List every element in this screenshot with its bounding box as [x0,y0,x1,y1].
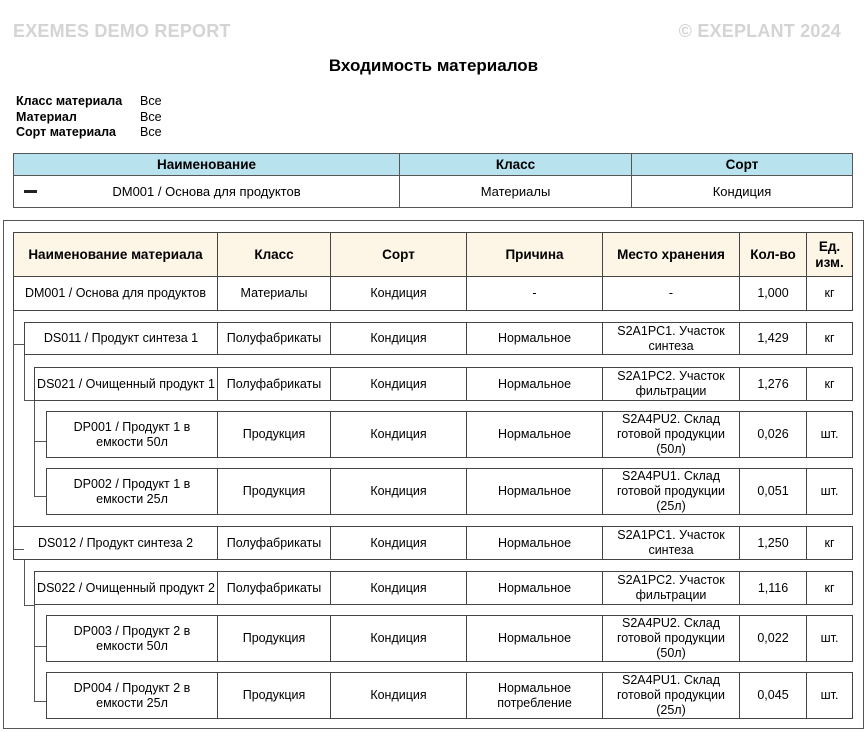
cell-unit: кг [824,580,835,595]
cell-reason: Нормальное [497,535,572,550]
tree-line [24,400,34,401]
table-row[interactable] [34,571,853,605]
param-value: Все [140,94,162,108]
cell-grade: Кондиция [370,331,427,346]
cell-unit: кг [824,535,835,550]
cell-location: S2A4PU2. Склад готовой продукции (50л) [617,616,725,660]
cell-unit: кг [824,376,835,391]
header-grade: Сорт [382,246,415,262]
param-label: Сорт материала [16,125,116,139]
cell-name: DS011 / Продукт синтеза 1 [43,331,199,346]
cell-reason: Нормальное [497,631,572,646]
param-label: Класс материала [16,94,123,108]
cell-grade: Кондиция [370,580,427,595]
tree-line [34,646,46,647]
cell-qty: 1,000 [757,286,789,301]
cell-grade: Кондиция [370,484,427,499]
header-class: Класс [254,246,294,262]
cell-reason: Нормальное [497,484,572,499]
cell-qty: 0,045 [757,688,789,703]
tree-line [34,605,35,702]
selection-grade: Кондиция [712,184,772,199]
cell-class: Полуфабрикаты [226,331,322,346]
cell-grade: Кондиция [370,688,427,703]
header-name: Наименование материала [28,246,203,262]
tree-line [13,310,14,550]
cell-location: S2A4PU2. Склад готовой продукции (50л) [617,412,725,456]
cell-reason: Нормальное [497,580,572,595]
cell-unit: шт. [820,688,839,703]
cell-reason: Нормальное [497,331,572,346]
cell-class: Продукция [242,631,306,646]
cell-name: DS012 / Продукт синтеза 2 [37,535,194,550]
cell-grade: Кондиция [370,376,427,391]
cell-name: DP004 / Продукт 2 в емкости 25л [73,680,191,710]
copyright: © EXEPLANT 2024 [678,21,841,41]
cell-reason: - [532,286,537,301]
cell-name: DS022 / Очищенный продукт 2 [37,580,215,595]
tree-line [13,344,24,345]
tree-line [24,355,25,401]
cell-qty: 0,026 [757,427,789,442]
selection-header-name: Наименование [156,157,257,172]
cell-location: - [668,286,674,301]
cell-name: DP003 / Продукт 2 в емкости 50л [73,623,191,653]
cell-grade: Кондиция [370,631,427,646]
cell-location: S2A4PU1. Склад готовой продукции (25л) [617,469,725,513]
table-row[interactable] [13,526,853,560]
table-row[interactable] [46,672,853,719]
selection-class: Материалы [480,184,551,199]
cell-unit: кг [824,331,835,346]
table-row[interactable] [46,411,853,458]
tree-line [34,441,46,442]
cell-unit: шт. [820,484,839,499]
selection-name: DM001 / Основа для продуктов [112,184,301,199]
selection-header-class: Класс [495,157,536,172]
cell-name: DP001 / Продукт 1 в емкости 50л [73,419,191,449]
cell-class: Продукция [242,484,306,499]
cell-qty: 0,022 [757,631,789,646]
header-qty: Кол-во [750,246,796,262]
cell-unit: кг [824,286,835,301]
table-header [13,232,853,277]
cell-location: S2A1PC1. Участок синтеза [617,323,725,353]
table-row[interactable] [24,322,853,355]
cell-location: S2A4PU1. Склад готовой продукции (25л) [617,673,725,717]
tree-line [24,560,25,606]
cell-class: Продукция [242,688,306,703]
cell-unit: шт. [820,427,839,442]
selection-header-grade: Сорт [725,157,759,172]
tree-line [24,605,34,606]
cell-location: S2A1PC2. Участок фильтрации [617,573,725,602]
header-unit: Ед. изм. [815,238,844,270]
param-label: Материал [16,109,77,124]
cell-class: Материалы [240,286,308,301]
param-value: Все [140,109,162,124]
cell-qty: 1,250 [757,535,789,550]
param-value: Все [140,125,162,139]
cell-qty: 0,051 [757,484,789,499]
tree-line [34,400,35,497]
cell-qty: 1,429 [757,331,789,346]
cell-location: S2A1PC1. Участок синтеза [617,528,725,557]
cell-class: Полуфабрикаты [226,376,322,391]
cell-qty: 1,276 [757,376,789,391]
page-title: Входимость материалов [328,56,539,75]
cell-class: Полуфабрикаты [226,535,322,550]
cell-class: Продукция [242,427,306,442]
cell-name: DP002 / Продукт 1 в емкости 25л [73,476,191,506]
table-row[interactable] [34,367,853,401]
header-location: Место хранения [617,246,725,262]
tree-line [34,496,46,497]
table-row[interactable] [46,468,853,515]
header-reason: Причина [505,246,564,262]
cell-name: DM001 / Основа для продуктов [24,286,207,301]
tree-line [34,701,46,702]
cell-reason: Нормальное [497,427,572,442]
table-row[interactable] [13,276,853,311]
cell-grade: Кондиция [370,286,427,301]
cell-reason: Нормальное потребление [497,680,572,710]
cell-grade: Кондиция [370,427,427,442]
cell-unit: шт. [820,631,839,646]
cell-qty: 1,116 [757,580,789,595]
cell-reason: Нормальное [497,376,572,391]
report-brand: EXEMES DEMO REPORT [13,21,231,41]
cell-location: S2A1PC2. Участок фильтрации [617,369,725,398]
cell-grade: Кондиция [370,535,427,550]
cell-class: Полуфабрикаты [226,580,322,595]
cell-name: DS021 / Очищенный продукт 1 [37,376,215,391]
selection-table [13,153,853,208]
table-row[interactable] [46,615,853,662]
